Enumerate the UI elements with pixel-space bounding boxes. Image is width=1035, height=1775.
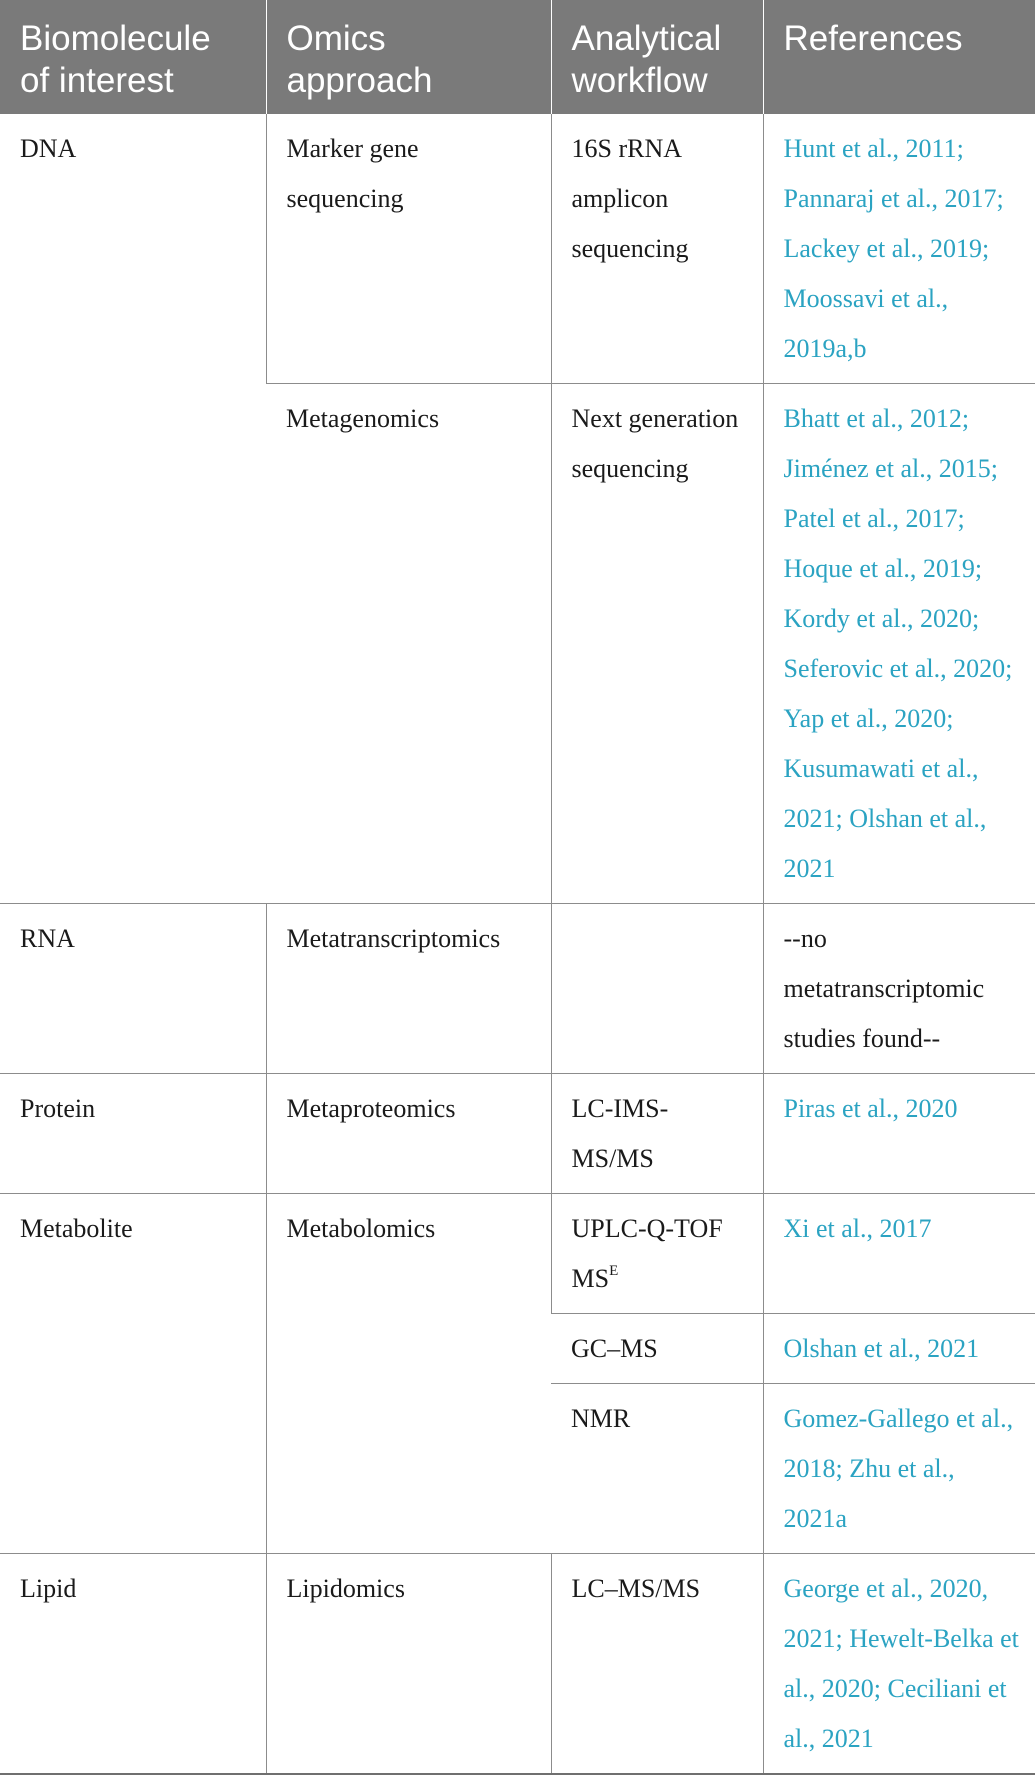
table-row	[0, 1074, 1035, 1194]
workflow-uplc-superscript: E	[609, 1263, 619, 1279]
cell-omics-lipidomics: Lipidomics	[266, 1554, 551, 1775]
header-omics-approach: Omics approach	[266, 0, 551, 114]
cell-references-marker-gene: Hunt et al., 2011; Pannaraj et al., 2017; Lackey et al., 2019; Moossavi et al., 2019a,b	[763, 114, 1035, 384]
cell-references-nmr: Gomez-Gallego et al., 2018; Zhu et al., 2021a	[763, 1384, 1035, 1554]
header-analytical-workflow: Analytical workflow	[551, 0, 763, 114]
cell-references-metagenomics: Bhatt et al., 2012; Jiménez et al., 2015; Patel et al., 2017; Hoque et al., 2019; Kordy et al., 2020; Seferovic et al., 2020; Yap et al., 2020; Kusumawati et al., 2021; Olshan et al., 2021	[763, 384, 1035, 904]
cell-workflow-nmr: NMR	[551, 1384, 763, 1554]
cell-workflow-gcms: GC–MS	[551, 1314, 763, 1384]
cell-biomolecule-dna: DNA	[0, 114, 266, 904]
cell-biomolecule-rna: RNA	[0, 904, 266, 1074]
table-header	[0, 0, 1035, 114]
table-row	[0, 904, 1035, 1074]
cell-workflow-empty	[551, 904, 763, 1074]
cell-omics-metabolomics: Metabolomics	[266, 1194, 551, 1554]
cell-workflow-lcmsms: LC–MS/MS	[551, 1554, 763, 1775]
cell-references-protein: Piras et al., 2020	[763, 1074, 1035, 1194]
cell-references-gcms: Olshan et al., 2021	[763, 1314, 1035, 1384]
header-references: References	[763, 0, 1035, 114]
cell-omics-metagenomics: Metagenomics	[266, 384, 551, 904]
cell-references-lipid: George et al., 2020, 2021; Hewelt-Belka et al., 2020; Ceciliani et al., 2021	[763, 1554, 1035, 1775]
cell-workflow-ngs: Next generation sequencing	[551, 384, 763, 904]
table-row	[0, 1194, 1035, 1314]
header-row	[0, 0, 1035, 114]
cell-omics-marker-gene: Marker gene sequencing	[266, 114, 551, 384]
header-biomolecule: Biomolecule of interest	[0, 0, 266, 114]
cell-omics-metaproteomics: Metaproteomics	[266, 1074, 551, 1194]
cell-references-rna: --no metatranscriptomic studies found--	[763, 904, 1035, 1074]
table-body	[0, 114, 1035, 1774]
table-row	[0, 114, 1035, 384]
cell-biomolecule-metabolite: Metabolite	[0, 1194, 266, 1554]
table-row	[0, 1554, 1035, 1775]
cell-biomolecule-protein: Protein	[0, 1074, 266, 1194]
cell-workflow-lc-ims: LC-IMS-MS/MS	[551, 1074, 763, 1194]
cell-omics-metatranscriptomics: Metatranscriptomics	[266, 904, 551, 1074]
cell-workflow-16s: 16S rRNA amplicon sequencing	[551, 114, 763, 384]
cell-references-uplc: Xi et al., 2017	[763, 1194, 1035, 1314]
workflow-uplc-text: UPLC-Q-TOF MS	[571, 1214, 723, 1293]
cell-workflow-uplc	[551, 1194, 763, 1314]
cell-biomolecule-lipid: Lipid	[0, 1554, 266, 1775]
